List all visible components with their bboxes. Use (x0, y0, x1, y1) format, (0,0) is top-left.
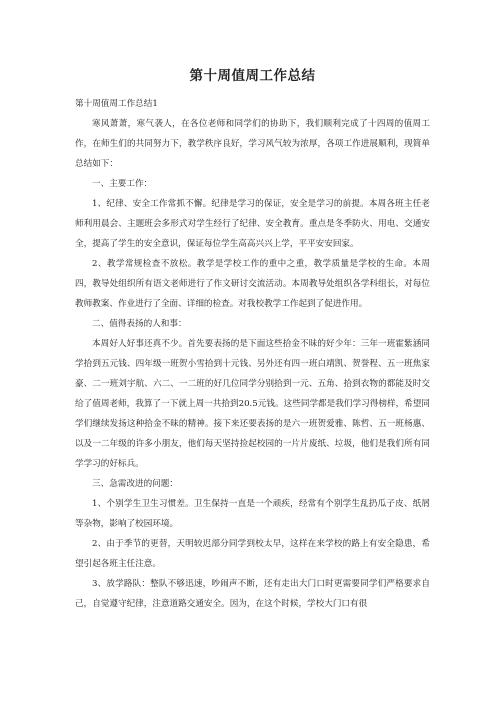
paragraph: 2、由于季节的更替，天明较迟部分同学到校太早，这样在来学校的路上有安全隐患，希望引起各班主任注意。 (75, 539, 430, 569)
section-heading: 二、值得表扬的人和事： (92, 319, 187, 329)
document-title: 第十周值周工作总结 (189, 68, 316, 84)
paragraph: 寒风萧萧，寒气袭人，在各位老师和同学们的协助下，我们顺利完成了十四周的值周工作，在师生们的共同努力下，教学秩序良好，学习风气较为浓厚，各项工作进展顺利，现简单总结如下： (75, 119, 430, 169)
paragraph: 1、个别学生卫生习惯差。卫生保持一直是一个顽疾，经常有个别学生乱扔瓜子皮、纸屑等杂物，影响了校园环境。 (75, 499, 430, 529)
document-body (75, 94, 430, 614)
document-subtitle: 第十周值周工作总结1 (75, 99, 158, 109)
paragraph: 本周好人好事还真不少。首先要表扬的是下面这些拾金不昧的好少年：三年一班霍紫涵同学拾到五元钱、四年级一班贺小雪拾到十元钱、另外还有四一班白靖凯、贺誉程、五一班焦家豪、二一班刘宇航、六二、一二班的好几位同学分别拾到一元、五角、拾到衣物的都能及时交给了值周老师，我算了一下就上周一共拾到20.5元钱。这些同学都是我们学习得榜样，希望同学们继续发扬这种拾金不昧的精神。接下来还要表扬的是六一班贺爱雅、陈哲、五一班杨惠、以及一二年级的许多小朋友，他们每天坚持捡起校园的一片片废纸、垃圾，他们是我们所有同学学习的好标兵。 (75, 339, 430, 469)
section-heading: 一、主要工作： (92, 179, 153, 189)
section-heading: 三、急需改进的问题： (92, 479, 178, 489)
paragraph: 3、放学路队：整队不够迅速，吵闹声不断，还有走出大门口时更需要同学们严格要求自己，自觉遵守纪律，注意道路交通安全。因为，在这个时候，学校大门口有很 (75, 579, 430, 609)
paragraph: 1、纪律、安全工作常抓不懈。纪律是学习的保证，安全是学习的前提。本周各班主任老师利用晨会、主题班会多形式对学生经行了纪律、安全教育。重点是冬季防火、用电、交通安全，提高了学生的安全意识，保证每位学生高高兴兴上学，平平安安回家。 (75, 199, 430, 249)
paragraph: 2、教学常规检查不放松。教学是学校工作的重中之重，教学质量是学校的生命。本周四，教导处组织所有语文老师进行了作文研讨交流活动。本周教导处组织各学科组长，对每位教师教案、作业进行了全面、详细的检查。对我校教学工作起到了促进作用。 (75, 259, 430, 309)
